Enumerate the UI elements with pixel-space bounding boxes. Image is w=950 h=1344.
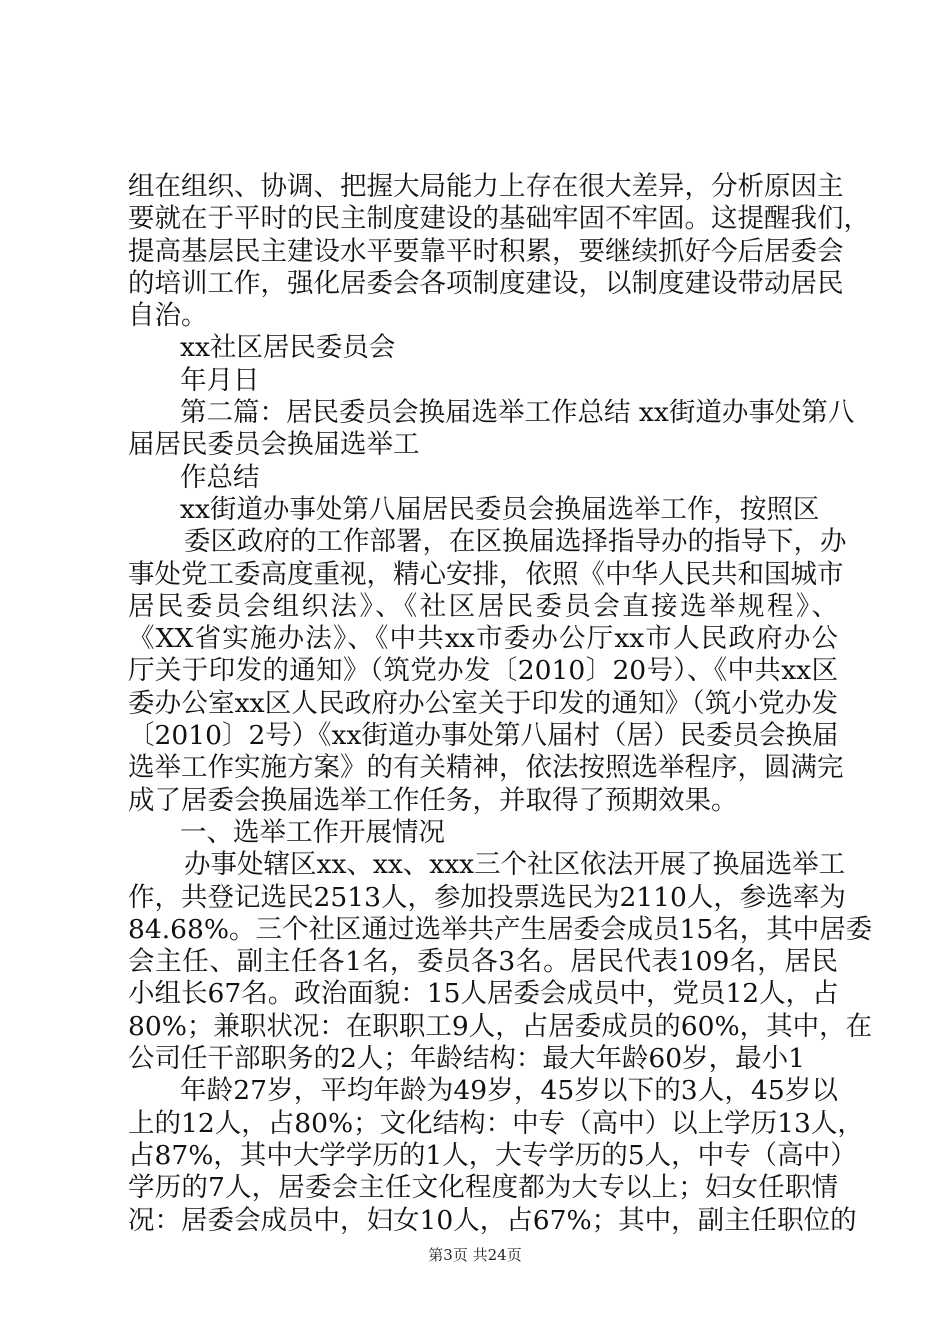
text-line: 届居民委员会换届选举工 xyxy=(128,429,420,461)
text-line: 委办公室xx区人民政府办公室关于印发的通知》（筑小党办发 xyxy=(128,687,838,719)
text-line: 办事处辖区xx、xx、xxx三个社区依法开展了换届选举工 xyxy=(184,849,846,881)
text-line: 《XX省实施办法》、《中共xx市委办公厅xx市人民政府办公 xyxy=(128,623,838,655)
text-line: 成了居委会换届选举工作任务，并取得了预期效果。 xyxy=(128,784,738,816)
text-line: 上的12人，占80%；文化结构：中专（高中）以上学历13人， xyxy=(128,1107,864,1139)
page-number-footer: 第3页 共24页 xyxy=(428,1246,522,1264)
text-line: 居民委员会组织法》、《社区居民委员会直接选举规程》、 xyxy=(128,590,838,622)
text-line: 公司任干部职务的2人；年龄结构：最大年龄60岁，最小1 xyxy=(128,1043,805,1075)
text-line: 自治。 xyxy=(128,300,208,332)
text-line: 作，共登记选民2513人，参加投票选民为2110人，参选率为 xyxy=(128,881,846,913)
section-heading: 一、选举工作开展情况 xyxy=(180,816,445,848)
document-body xyxy=(128,171,873,1237)
text-line: 〔2010〕2号）《xx街道办事处第八届村（居）民委员会换届 xyxy=(128,720,839,752)
text-line: 80%；兼职状况：在职职工9人，占居委成员的60%，其中，在 xyxy=(128,1010,873,1042)
text-line: xx社区居民委员会 xyxy=(180,332,396,364)
text-line: 的培训工作，强化居委会各项制度建设，以制度建设带动居民 xyxy=(128,267,844,299)
text-line: 选举工作实施方案》的有关精神，依法按照选举程序，圆满完 xyxy=(128,752,844,784)
text-line: 年月日 xyxy=(180,364,260,396)
text-line: 作总结 xyxy=(180,461,260,493)
text-line: 组在组织、协调、把握大局能力上存在很大差异，分析原因主 xyxy=(128,171,844,202)
text-line: 要就在于平时的民主制度建设的基础牢固不牢固。这提醒我们， xyxy=(128,203,870,235)
text-line: 学历的7人，居委会主任文化程度都为大专以上；妇女任职情 xyxy=(128,1172,838,1204)
text-line: 事处党工委高度重视，精心安排，依照《中华人民共和国城市 xyxy=(128,558,844,590)
text-line: 年龄27岁，平均年龄为49岁，45岁以下的3人，45岁以 xyxy=(180,1075,838,1107)
text-line: xx街道办事处第八届居民委员会换届选举工作，按照区 xyxy=(180,493,820,525)
text-line: 会主任、副主任各1名，委员各3名。居民代表109名，居民 xyxy=(128,946,838,978)
text-line: 第二篇：居民委员会换届选举工作总结 xx街道办事处第八 xyxy=(180,397,855,429)
text-line: 提高基层民主建设水平要靠平时积累，要继续抓好今后居委会 xyxy=(128,235,844,267)
text-line: 况：居委会成员中，妇女10人，占67%；其中，副主任职位的 xyxy=(128,1204,857,1236)
text-line: 厅关于印发的通知》（筑党办发〔2010〕20号）、《中共xx区 xyxy=(128,655,838,687)
text-line: 委区政府的工作部署，在区换届选择指导办的指导下，办 xyxy=(184,526,847,558)
text-line: 84.68%。三个社区通过选举共产生居委会成员15名，其中居委 xyxy=(128,913,873,945)
text-line: 小组长67名。政治面貌：15人居委会成员中，党员12人，占 xyxy=(128,978,839,1010)
text-line: 占87%，其中大学学历的1人，大专学历的5人，中专（高中） xyxy=(128,1139,857,1171)
